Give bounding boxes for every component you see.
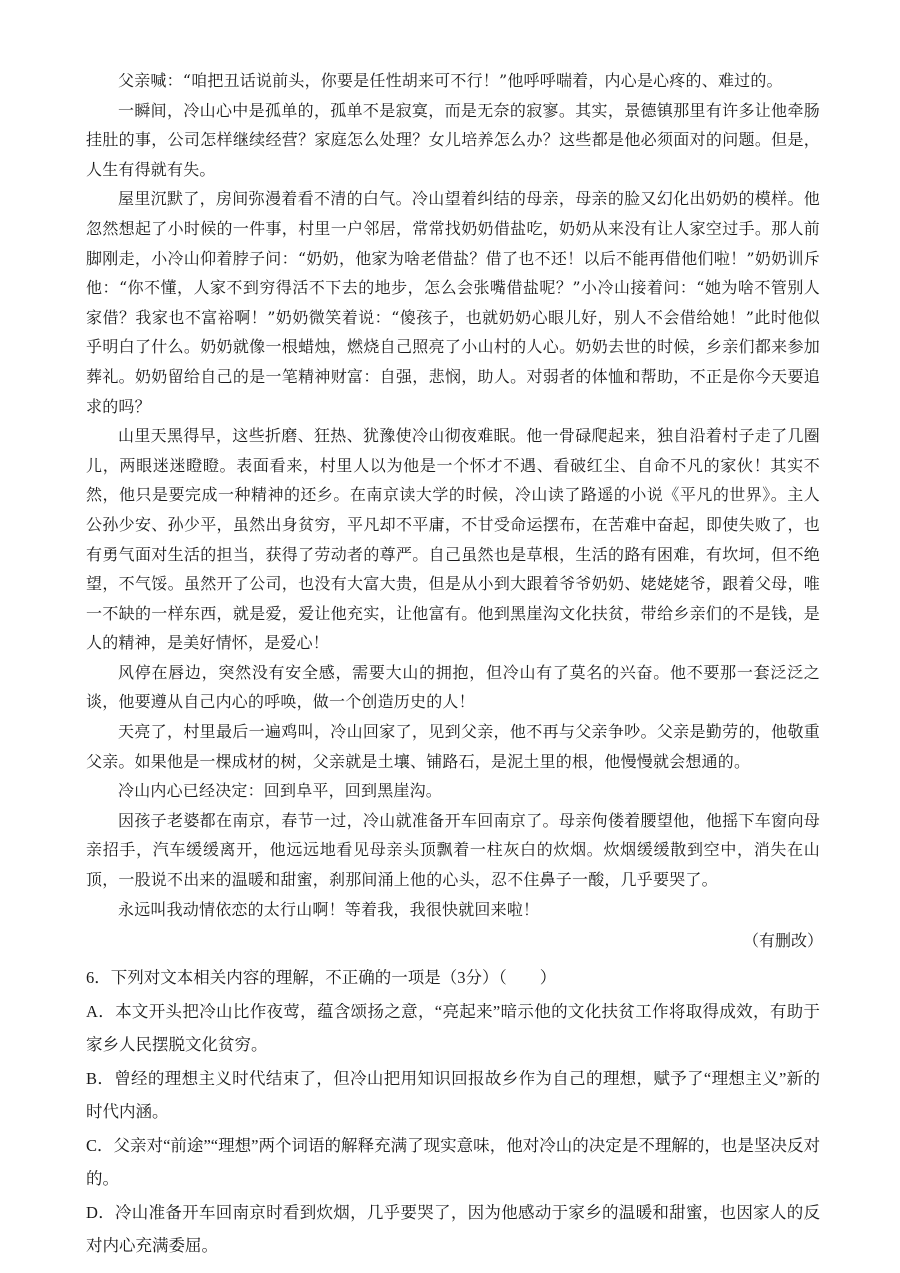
passage-paragraph: 风停在唇边，突然没有安全感，需要大山的拥抱，但冷山有了莫名的兴奋。他不要那一套泛泛之谈，他要遵从自己内心的呼唤，做一个创造历史的人！ xyxy=(86,662,820,712)
source-note: （有删改） xyxy=(742,931,823,951)
question-6 xyxy=(86,962,820,1263)
passage-paragraph: 因孩子老婆都在南京，春节一过，冷山就准备开车回南京了。母亲佝偻着腰望他，他摇下车窗向母亲招手，汽车缓缓离开，他远远地看见母亲头顶飘着一柱灰白的炊烟。炊烟缓缓散到空中，消失在山顶，一股说不出来的温暖和甜蜜，刹那间涌上他的心头，忍不住鼻子一酸，几乎要哭了。 xyxy=(86,810,820,890)
exam-page xyxy=(86,66,823,1262)
passage-paragraph: 冷山内心已经决定：回到阜平，回到黑崖沟。 xyxy=(118,781,443,801)
option-b: B．曾经的理想主义时代结束了，但冷山把用知识回报故乡作为自己的理想，赋予了“理想主义”新的时代内涵。 xyxy=(86,1069,820,1121)
passage-paragraph: 永远叫我动情依恋的太行山啊！等着我，我很快就回来啦！ xyxy=(118,899,540,919)
passage-paragraph: 一瞬间，冷山心中是孤单的，孤单不是寂寞，而是无奈的寂寥。其实，景德镇那里有许多让他牵肠挂肚的事，公司怎样继续经营？家庭怎么处理？女儿培养怎么办？这些都是他必须面对的问题。但是，人生有得就有失。 xyxy=(86,100,820,179)
reading-passage xyxy=(86,66,823,956)
passage-paragraph: 屋里沉默了，房间弥漫着看不清的白气。冷山望着纠结的母亲，母亲的脸又幻化出奶奶的模样。他忽然想起了小时候的一件事，村里一户邻居，常常找奶奶借盐吃，奶奶从来没有让人家空过手。那人前脚刚走，小冷山仰着脖子问：“奶奶，他家为啥老借盐？借了也不还！以后不能再借他们啦！”奶奶训斥他：“你不懂，人家不到穷得活不下去的地步，怎么会张嘴借盐呢？”小冷山接着问：“她为啥不管别人家借？我家也不富裕啊！”奶奶微笑着说：“傻孩子，也就奶奶心眼儿好，别人不会借给她！”此时他似乎明白了什么。奶奶就像一根蜡烛，燃烧自己照亮了小山村的人心。奶奶去世的时候，乡亲们都来参加葬礼。奶奶留给自己的是一笔精神财富：自强，悲悯，助人。对弱者的体恤和帮助，不正是你今天要追求的吗？ xyxy=(86,189,820,416)
passage-paragraph: 天亮了，村里最后一遍鸡叫，冷山回家了，见到父亲，他不再与父亲争吵。父亲是勤劳的，他敬重父亲。如果他是一棵成材的树，父亲就是土壤、铺路石，是泥土里的根，他慢慢就会想通的。 xyxy=(86,722,820,771)
question-stem: 6．下列对文本相关内容的理解，不正确的一项是（3分）（ ） xyxy=(86,967,557,987)
passage-paragraph: 父亲喊：“咱把丑话说前头，你要是任性胡来可不行！”他呼呼喘着，内心是心疼的、难过的。 xyxy=(118,71,783,90)
option-c: C．父亲对“前途”“理想”两个词语的解释充满了现实意味，他对冷山的决定是不理解的，也是坚决反对的。 xyxy=(86,1136,820,1188)
option-a: A．本文开头把冷山比作夜莺，蕴含颂扬之意，“亮起来”暗示他的文化扶贫工作将取得成效，有助于家乡人民摆脱文化贫穷。 xyxy=(86,1002,820,1054)
option-d: D．冷山准备开车回南京时看到炊烟，几乎要哭了，因为他感动于家乡的温暖和甜蜜，也因家人的反对内心充满委屈。 xyxy=(86,1203,820,1255)
passage-paragraph: 山里天黑得早，这些折磨、狂热、犹豫使冷山彻夜难眠。他一骨碌爬起来，独自沿着村子走了几圈儿，两眼迷迷瞪瞪。表面看来，村里人以为他是一个怀才不遇、看破红尘、自命不凡的家伙！其实不然，他只是要完成一种精神的还乡。在南京读大学的时候，冷山读了路遥的小说《平凡的世界》。主人公孙少安、孙少平，虽然出身贫穷，平凡却不平庸，不甘受命运摆布，在苦难中奋起，即使失败了，也有勇气面对生活的担当，获得了劳动者的尊严。自己虽然也是草根，生活的路有困难，有坎坷，但不绝望，不气馁。虽然开了公司，也没有大富大贵，但是从小到大跟着爷爷奶奶、姥姥姥爷，跟着父母，唯一不缺的一样东西，就是爱，爱让他充实，让他富有。他到黑崖沟文化扶贫，带给乡亲们的不是钱，是人的精神，是美好情怀，是爱心！ xyxy=(86,426,820,653)
